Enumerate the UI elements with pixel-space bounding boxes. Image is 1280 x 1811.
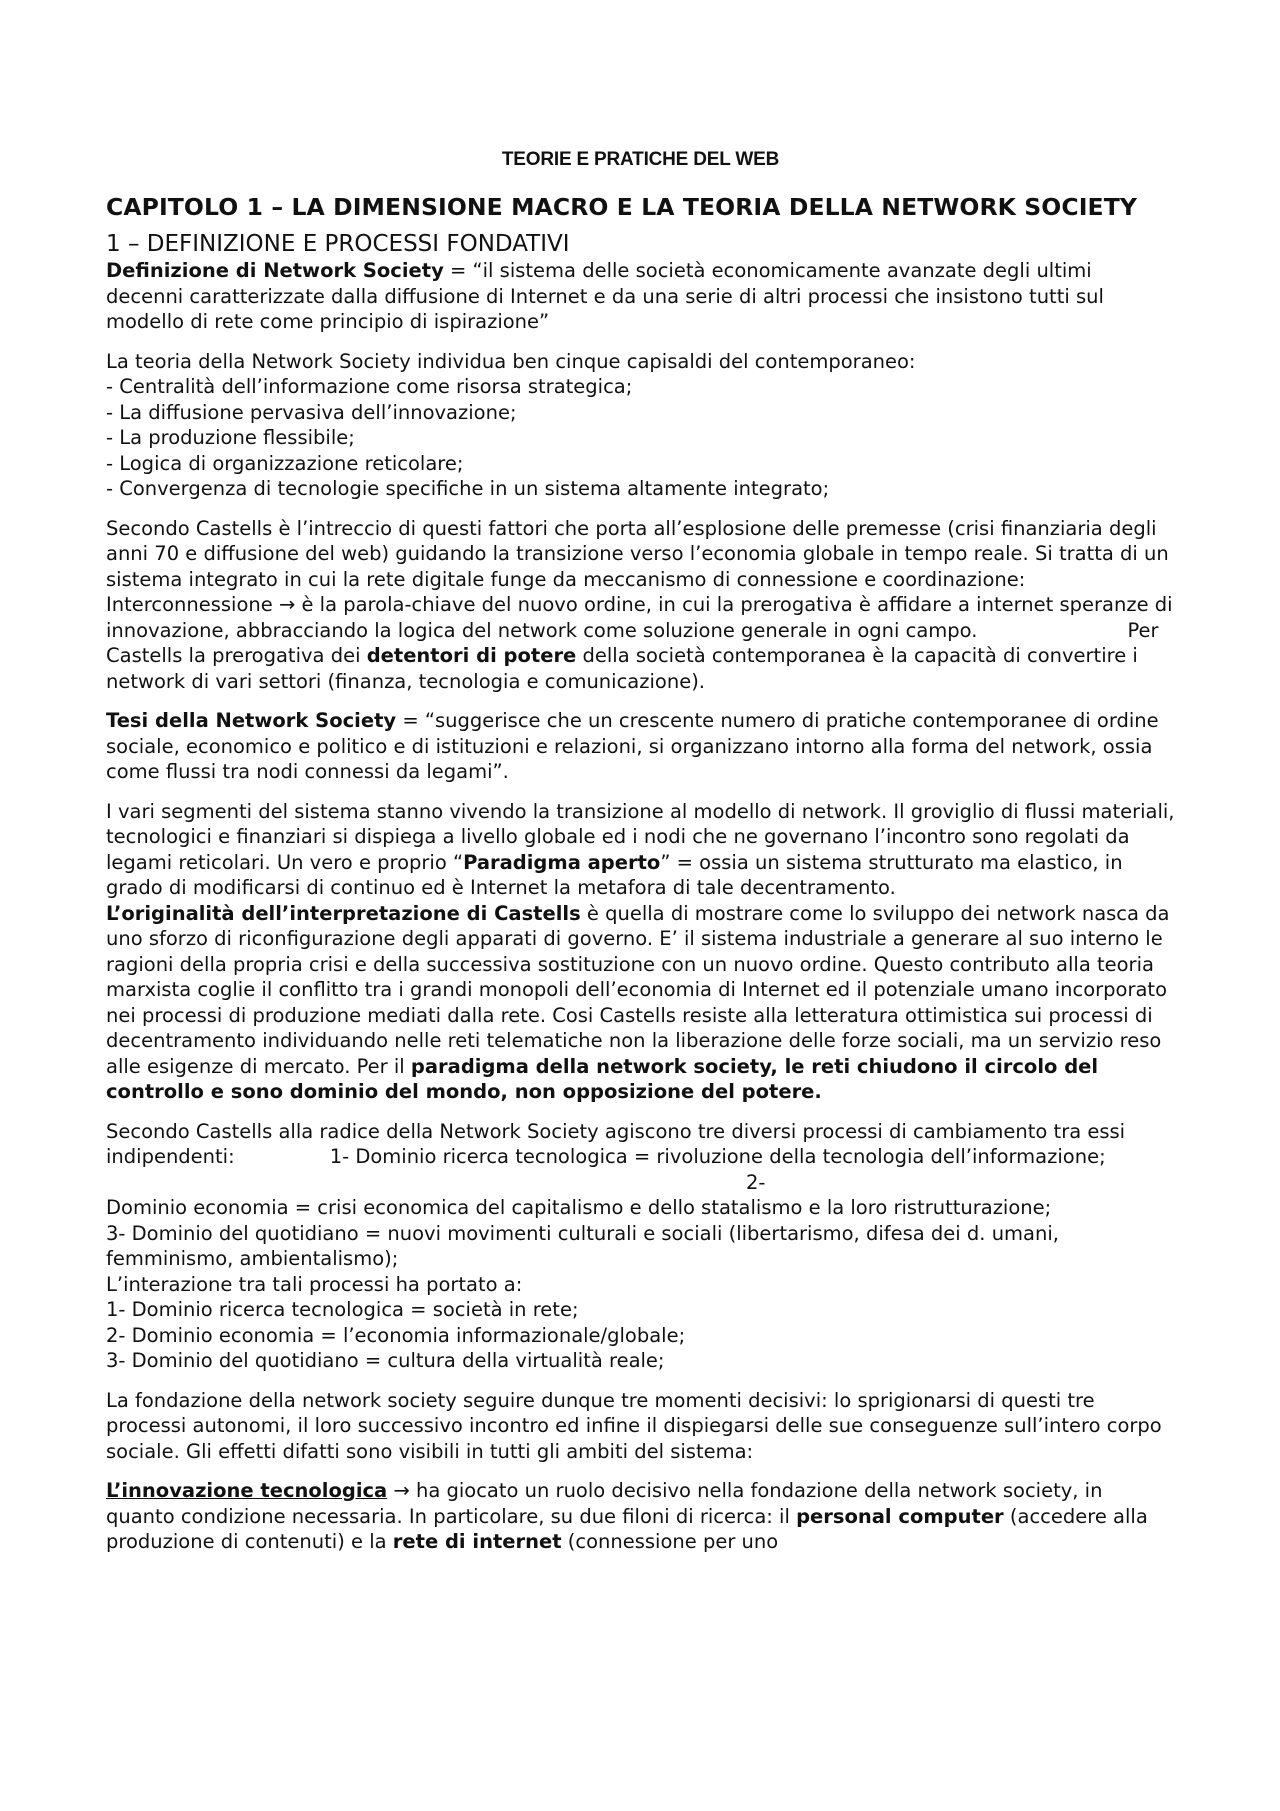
interconnessione-text: Interconnessione → è la parola-chiave del nuovo ordine, in cui la prerogativa è affidare a internet speranze di innovazione, abbracciando la logica del network come soluzione generale in ogni campo. (106, 593, 1173, 642)
thesis-text: = “suggerisce che un crescente numero di pratiche contemporanee di ordine sociale, economico e politico e di istituzioni e relazioni, si organizzano intorno alla forma del network, ossia come flussi tra nodi connessi da legami”. (106, 709, 1159, 783)
personal-computer-term: personal computer (796, 1504, 1004, 1528)
thesis-term: Tesi della Network Society (106, 709, 397, 732)
section-heading: 1 – DEFINIZIONE E PROCESSI FONDATIVI (106, 231, 570, 257)
list-item: - La diffusione pervasiva dell’innovazione; (106, 400, 517, 424)
paragraph-definition (106, 258, 1175, 335)
document-title: TEORIE E PRATICHE DEL WEB (501, 149, 780, 170)
originality-term: L’originalità dell’interpretazione di Castells (106, 901, 581, 925)
segments-text: I vari segmenti del sistema stanno vivendo la transizione al modello di network. Il groviglio di flussi materiali, tecnologici e finanziari si dispiega a livello globale ed i nodi che ne governano l’incontro sono regolati da legami reticolari. Un vero e proprio “ (106, 799, 1175, 874)
power-holders-term: detentori di potere (366, 644, 577, 667)
processes-intro (106, 1119, 1175, 1196)
power-text-end: della società contemporanea è la capacità di convertire i network di vari settori (finanza, tecnologia e comunicazione). (106, 644, 1138, 693)
paragraph-interconnessione (106, 592, 1175, 694)
process-item-3: 3- Dominio del quotidiano = nuovi movimenti culturali e sociali (libertarismo, difesa dei d. umani, femminismo, ambientalismo); (106, 1221, 1059, 1270)
innovation-text: → ha giocato un ruolo decisivo nella fondazione della network society, in quanto condizione necessaria. In particolare, su due filoni di ricerca: il (106, 1479, 1103, 1528)
paragraph-innovation (106, 1478, 1175, 1555)
open-paradigm-term: Paradigma aperto (463, 850, 661, 874)
cornerstones-intro: La teoria della Network Society individua ben cinque capisaldi del contemporaneo: (106, 349, 916, 373)
internet-term: rete di internet (392, 1530, 562, 1553)
paragraph-originality (106, 901, 1175, 1105)
paragraph-segments (106, 799, 1175, 901)
paragraph-cornerstones (106, 349, 1175, 502)
list-item: 3- Dominio del quotidiano = cultura della virtualità reale; (106, 1349, 665, 1372)
list-item: 2- Dominio economia = l’economia informazionale/globale; (106, 1323, 686, 1347)
list-item: - La produzione flessibile; (106, 426, 355, 449)
process-item-2: Dominio economia = crisi economica del capitalismo e dello statalismo e la loro ristrutturazione; (106, 1196, 1052, 1219)
innovation-text-3: (connessione per uno (561, 1530, 779, 1553)
list-item: - Convergenza di tecnologie specifiche in un sistema altamente integrato; (106, 477, 830, 500)
innovation-text-2: (accedere alla produzione di contenuti) e la (106, 1504, 1148, 1553)
open-paradigm-text: ” = ossia un sistema strutturato ma elastico, in grado di modificarsi di continuo ed è Internet la metafora di tale decentramento. (106, 850, 1123, 899)
definition-text: = “il sistema delle società economicamente avanzate degli ultimi decenni caratterizzate dalla diffusione di Internet e da una serie di altri processi che insistono tutti sul modello di rete come principio di ispirazione” (106, 259, 1104, 333)
power-text-start: Per Castells la prerogativa dei (106, 618, 1159, 667)
paradigm-conclusion: paradigma della network society, le reti chiudono il circolo del controllo e sono dominio del mondo, non opposizione del potere. (106, 1054, 1099, 1103)
paragraph-foundation: La fondazione della network society seguire dunque tre momenti decisivi: lo sprigionarsi di questi tre processi autonomi, il loro successivo incontro ed infine il dispiegarsi delle sue conseguenze sull’intero corpo sociale. Gli effetti difatti sono visibili in tutti gli ambiti del sistema: (106, 1388, 1162, 1463)
innovation-term: L’innovazione tecnologica (106, 1479, 388, 1502)
processes-intro-text: Secondo Castells alla radice della Network Society agiscono tre diversi processi di cambiamento tra essi indipendenti: (106, 1119, 1126, 1168)
process-item-2-number: 2- (746, 1170, 766, 1194)
list-item: 1- Dominio ricerca tecnologica = società in rete; (106, 1298, 579, 1321)
definition-term: Definizione di Network Society (106, 259, 444, 282)
paragraph-processes (106, 1119, 1175, 1374)
originality-text: è quella di mostrare come lo sviluppo dei network nasca da uno sforzo di riconfigurazione degli apparati di governo. E’ il sistema industriale a generare al suo interno le ragioni della propria crisi e della successiva sostituzione con un nuovo ordine. Questo contributo alla teoria marxista coglie il conflitto tra i grandi monopoli dell’economia di Internet ed il potenziale umano incorporato nei processi di produzione mediati dalla rete. Cosi Castells resiste alla letteratura ottimistica sui processi di decentramento individuando nelle reti telematiche non la liberazione delle forze sociali, ma un servizio reso alle esigenze di mercato. Per il (106, 901, 1170, 1078)
interaction-intro: L’interazione tra tali processi ha portato a: (106, 1272, 523, 1296)
paragraph-castells-intro: Secondo Castells è l’intreccio di questi fattori che porta all’esplosione delle premesse (crisi finanziaria degli anni 70 e diffusione del web) guidando la transizione verso l’economia globale in tempo reale. Si tratta di un sistema integrato in cui la rete digitale funge da meccanismo di connessione e coordinazione: (106, 516, 1169, 591)
paragraph-thesis (106, 708, 1175, 785)
chapter-heading: CAPITOLO 1 – LA DIMENSIONE MACRO E LA TEORIA DELLA NETWORK SOCIETY (106, 193, 1137, 221)
process-item-1: 1- Dominio ricerca tecnologica = rivoluzione della tecnologia dell’informazione; (329, 1145, 1106, 1168)
list-item: - Logica di organizzazione reticolare; (106, 451, 464, 475)
list-item: - Centralità dell’informazione come risorsa strategica; (106, 375, 633, 398)
